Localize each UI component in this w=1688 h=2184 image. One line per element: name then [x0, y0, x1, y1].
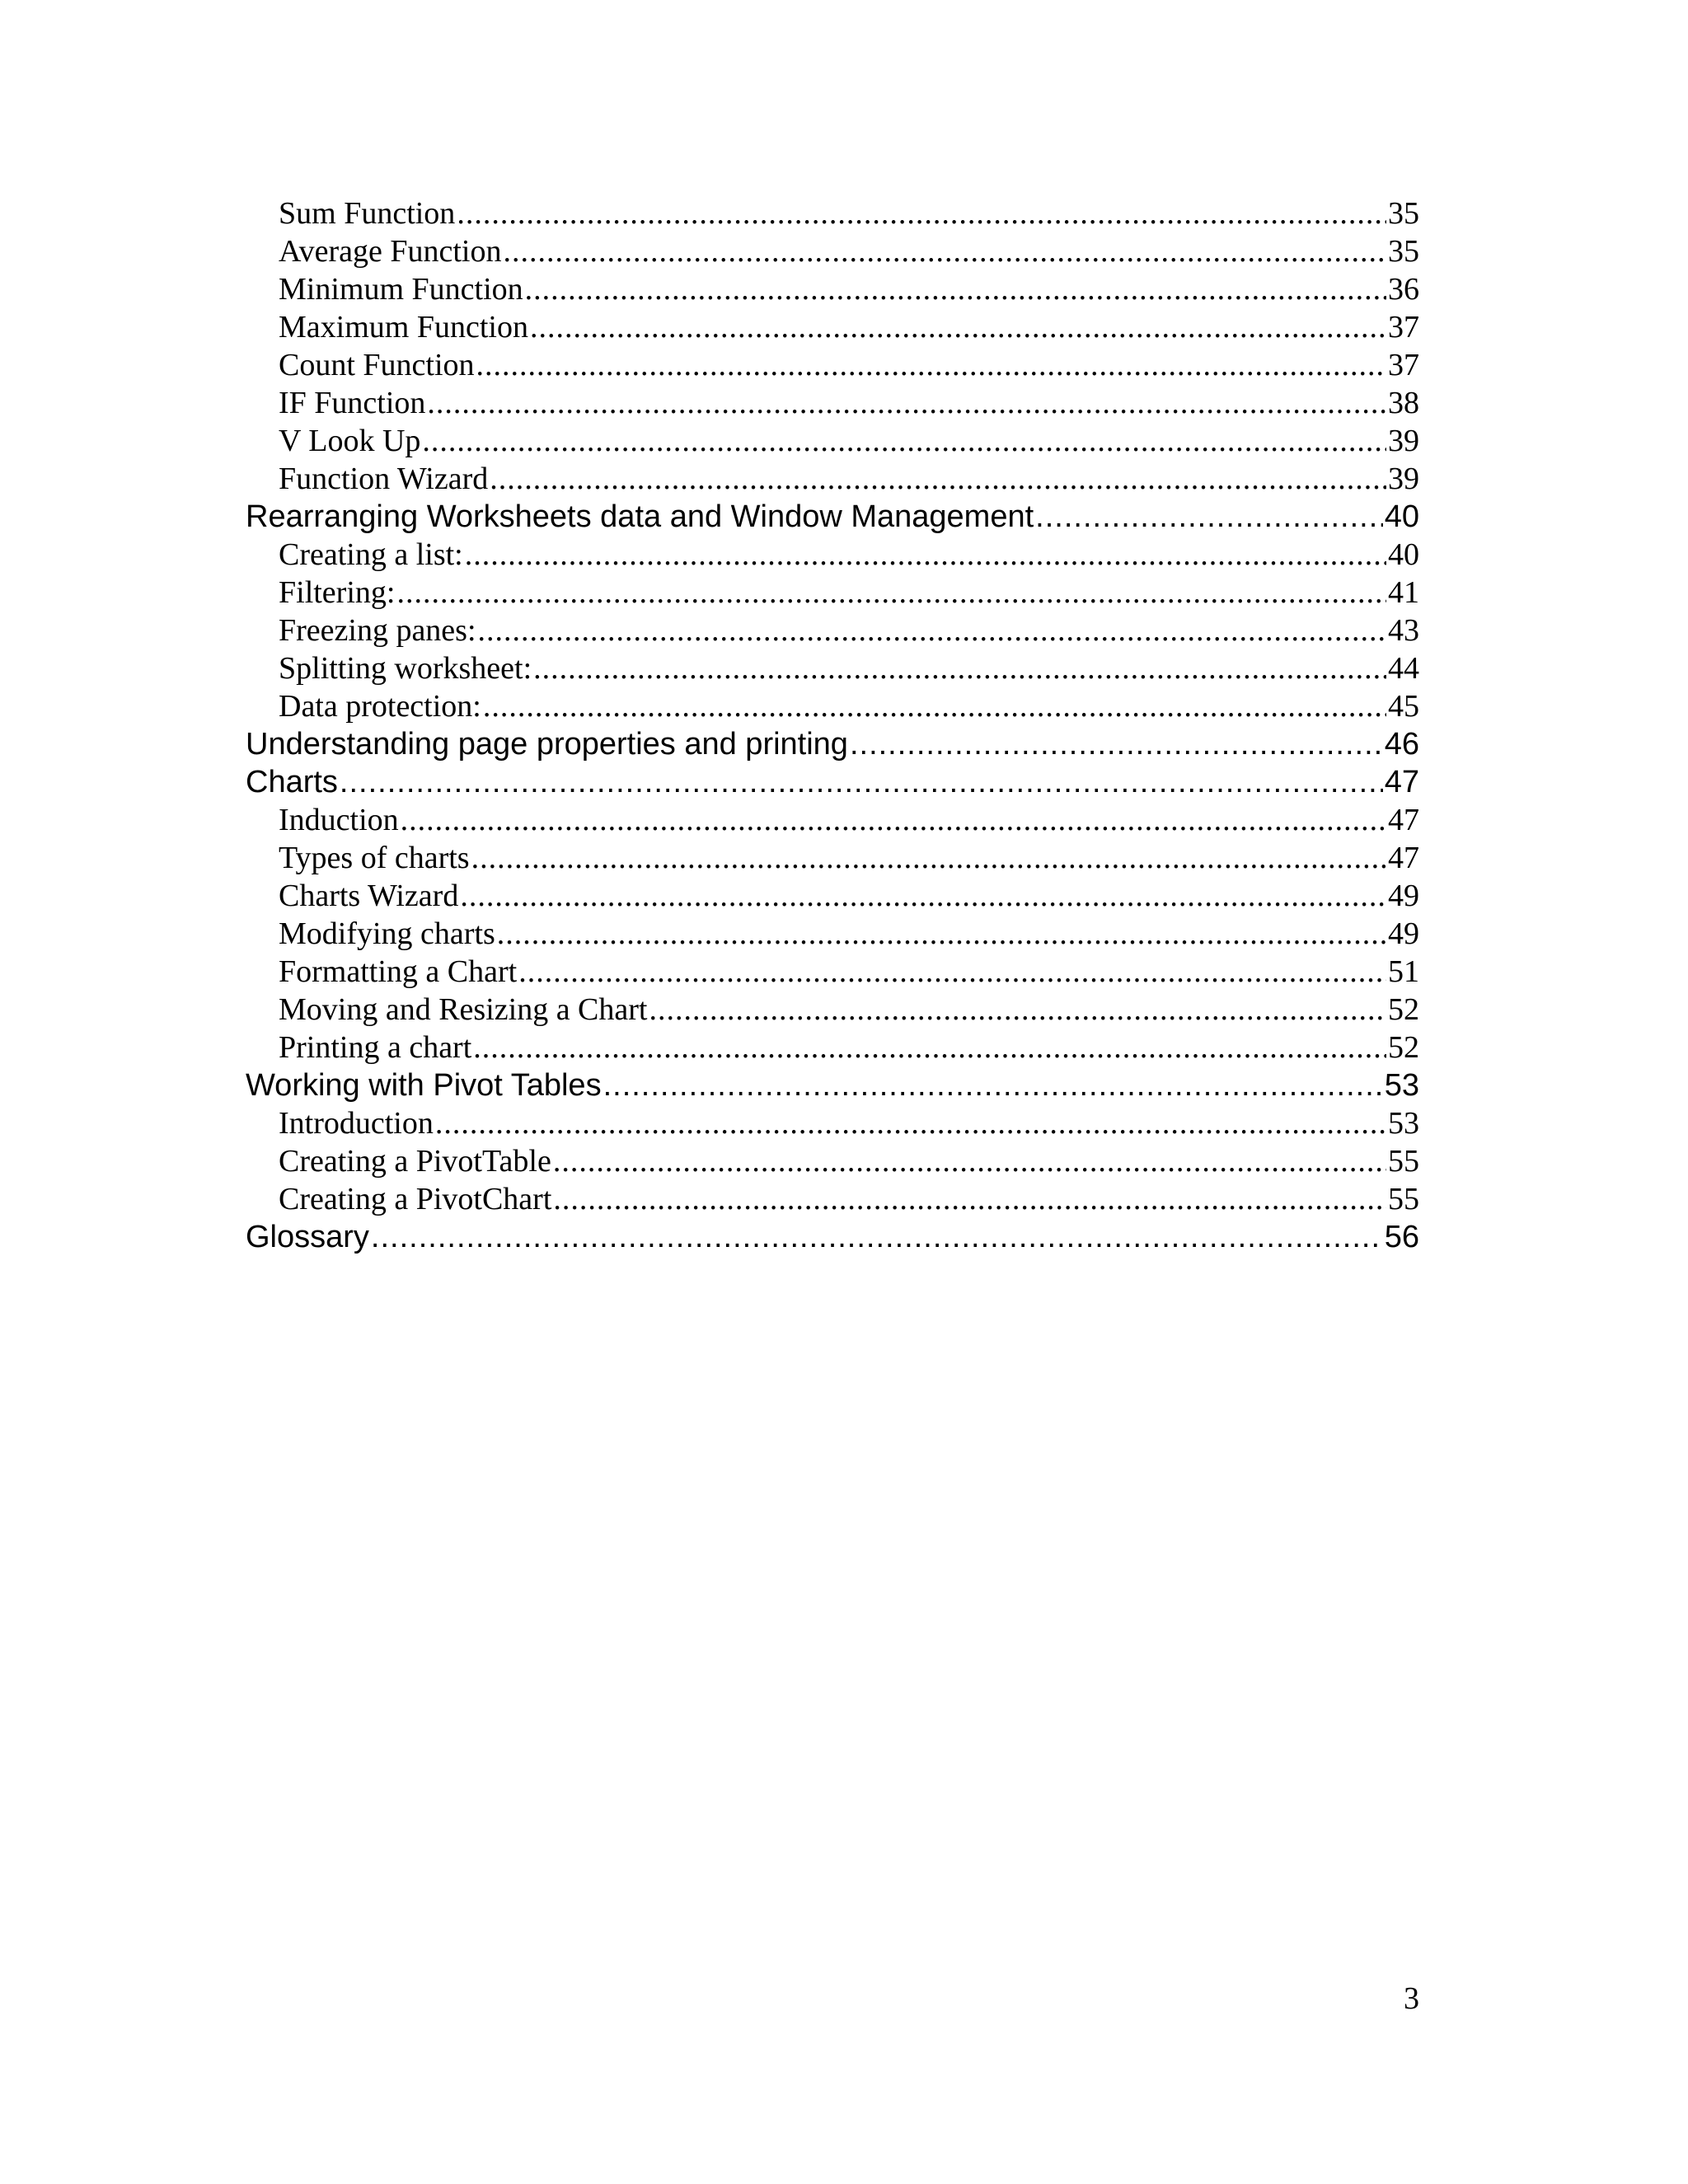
toc-section-entry[interactable] — [246, 1218, 1419, 1256]
toc-entry-page: 36 — [1388, 272, 1419, 307]
toc-dot-leader — [603, 1066, 1383, 1104]
toc-entry[interactable] — [246, 1142, 1419, 1180]
toc-entry-title: V Look Up — [279, 424, 421, 458]
toc-entry-page: 39 — [1388, 424, 1419, 458]
toc-dot-leader — [490, 460, 1386, 498]
toc-entry-page: 55 — [1388, 1182, 1419, 1216]
toc-entry-title: Introduction — [279, 1106, 434, 1141]
toc-entry-page: 41 — [1388, 575, 1419, 610]
toc-entry-page: 52 — [1388, 1030, 1419, 1065]
toc-entry-title: Types of charts — [279, 841, 470, 875]
toc-entry[interactable] — [246, 915, 1419, 953]
toc-entry-page: 46 — [1384, 727, 1419, 762]
toc-entry[interactable] — [246, 953, 1419, 991]
toc-entry-title: Printing a chart — [279, 1030, 472, 1065]
toc-entry-title: Creating a list: — [279, 537, 463, 572]
toc-entry[interactable] — [246, 536, 1419, 574]
toc-entry-title: Induction — [279, 803, 399, 837]
toc-entry[interactable] — [246, 574, 1419, 612]
toc-entry-page: 55 — [1388, 1144, 1419, 1179]
toc-entry[interactable] — [246, 687, 1419, 725]
toc-dot-leader — [465, 536, 1386, 574]
toc-entry-title: Working with Pivot Tables — [246, 1068, 602, 1103]
toc-dot-leader — [850, 725, 1383, 763]
toc-entry-title: Understanding page properties and printing — [246, 727, 848, 762]
toc-entry-title: Filtering: — [279, 575, 396, 610]
toc-entry-title: Function Wizard — [279, 462, 489, 496]
toc-entry[interactable] — [246, 346, 1419, 384]
toc-entry-page: 39 — [1388, 462, 1419, 496]
toc-entry-page: 38 — [1388, 386, 1419, 420]
toc-entry-title: Creating a PivotChart — [279, 1182, 552, 1216]
toc-entry[interactable] — [246, 1104, 1419, 1142]
table-of-contents — [246, 194, 1419, 1256]
toc-entry[interactable] — [246, 649, 1419, 687]
toc-section-entry[interactable] — [246, 763, 1419, 801]
toc-entry[interactable] — [246, 270, 1419, 308]
toc-dot-leader — [518, 953, 1386, 991]
toc-entry-title: Minimum Function — [279, 272, 523, 307]
toc-entry-page: 37 — [1388, 348, 1419, 382]
toc-dot-leader — [460, 877, 1386, 915]
toc-dot-leader — [649, 991, 1386, 1029]
toc-entry[interactable] — [246, 1180, 1419, 1218]
toc-dot-leader — [504, 232, 1387, 270]
toc-entry-page: 56 — [1384, 1220, 1419, 1254]
toc-entry-title: Maximum Function — [279, 310, 528, 344]
toc-dot-leader — [340, 763, 1383, 801]
toc-entry-page: 47 — [1384, 765, 1419, 799]
toc-entry-title: Freezing panes: — [279, 613, 476, 648]
toc-entry-title: Formatting a Chart — [279, 954, 518, 989]
toc-entry[interactable] — [246, 384, 1419, 422]
toc-entry[interactable] — [246, 460, 1419, 498]
toc-section-entry[interactable] — [246, 1066, 1419, 1104]
toc-entry-title: Glossary — [246, 1220, 369, 1254]
toc-entry-page: 53 — [1384, 1068, 1419, 1103]
toc-entry-page: 47 — [1388, 803, 1419, 837]
toc-dot-leader — [435, 1104, 1386, 1142]
toc-dot-leader — [497, 915, 1386, 953]
toc-dot-leader — [476, 346, 1386, 384]
toc-section-entry[interactable] — [246, 498, 1419, 536]
toc-entry-title: Charts — [246, 765, 338, 799]
toc-entry-title: Splitting worksheet: — [279, 651, 532, 686]
toc-entry-title: Data protection: — [279, 689, 481, 724]
toc-dot-leader — [471, 839, 1386, 877]
toc-entry-page: 51 — [1388, 954, 1419, 989]
toc-entry[interactable] — [246, 422, 1419, 460]
toc-entry-title: Rearranging Worksheets data and Window Management — [246, 499, 1034, 534]
page-number: 3 — [1404, 1981, 1419, 2016]
toc-dot-leader — [530, 308, 1386, 346]
toc-entry-title: Creating a PivotTable — [279, 1144, 551, 1179]
toc-entry-title: Sum Function — [279, 196, 456, 231]
toc-entry-page: 49 — [1388, 879, 1419, 913]
toc-entry[interactable] — [246, 991, 1419, 1029]
toc-entry[interactable] — [246, 232, 1419, 270]
toc-entry-page: 43 — [1388, 613, 1419, 648]
toc-dot-leader — [473, 1029, 1386, 1066]
toc-entry-page: 49 — [1388, 916, 1419, 951]
toc-entry[interactable] — [246, 839, 1419, 877]
toc-entry-page: 47 — [1388, 841, 1419, 875]
toc-entry[interactable] — [246, 308, 1419, 346]
toc-dot-leader — [525, 270, 1386, 308]
toc-entry[interactable] — [246, 612, 1419, 649]
toc-dot-leader — [427, 384, 1386, 422]
toc-dot-leader — [401, 801, 1386, 839]
toc-entry-title: Average Function — [279, 234, 502, 269]
toc-entry-title: Moving and Resizing a Chart — [279, 992, 648, 1027]
toc-entry[interactable] — [246, 194, 1419, 232]
toc-dot-leader — [396, 574, 1386, 612]
toc-entry-page: 35 — [1388, 234, 1419, 269]
toc-entry-title: Charts Wizard — [279, 879, 459, 913]
toc-entry[interactable] — [246, 1029, 1419, 1066]
toc-entry-page: 37 — [1388, 310, 1419, 344]
toc-entry-title: Count Function — [279, 348, 475, 382]
toc-entry-page: 45 — [1388, 689, 1419, 724]
toc-entry[interactable] — [246, 877, 1419, 915]
toc-entry-page: 52 — [1388, 992, 1419, 1027]
toc-dot-leader — [1035, 498, 1383, 536]
toc-entry-title: Modifying charts — [279, 916, 495, 951]
toc-dot-leader — [533, 649, 1386, 687]
toc-dot-leader — [422, 422, 1386, 460]
toc-section-entry[interactable] — [246, 725, 1419, 763]
toc-dot-leader — [457, 194, 1386, 232]
toc-dot-leader — [483, 687, 1386, 725]
toc-entry-page: 53 — [1388, 1106, 1419, 1141]
toc-entry[interactable] — [246, 801, 1419, 839]
toc-dot-leader — [553, 1180, 1386, 1218]
toc-entry-page: 40 — [1388, 537, 1419, 572]
toc-dot-leader — [553, 1142, 1386, 1180]
toc-entry-page: 44 — [1388, 651, 1419, 686]
toc-entry-page: 35 — [1388, 196, 1419, 231]
toc-entry-page: 40 — [1384, 499, 1419, 534]
toc-entry-title: IF Function — [279, 386, 426, 420]
toc-dot-leader — [478, 612, 1386, 649]
toc-dot-leader — [371, 1218, 1383, 1256]
